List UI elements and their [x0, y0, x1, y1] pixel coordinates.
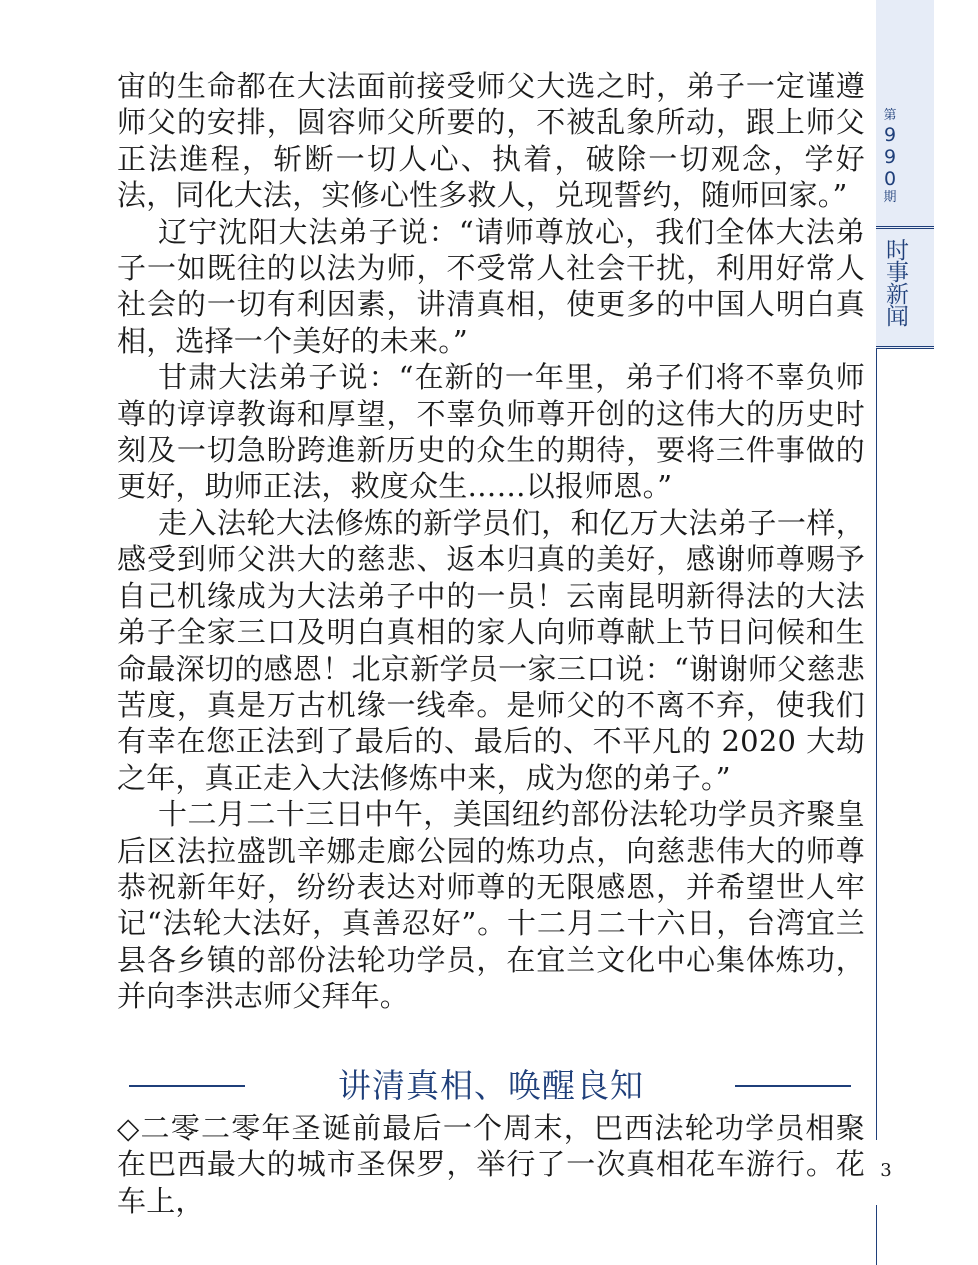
- sidebar-section-title: 时事新闻: [882, 238, 908, 326]
- sidebar-panel: [876, 0, 934, 349]
- paragraph: ◇二零二零年圣诞前最后一个周末，巴西法轮功学员相聚在巴西最大的城市圣保罗，举行了一次真相花车游行。花车上，: [117, 1111, 865, 1218]
- issue-prefix: 第: [883, 108, 897, 123]
- paragraph: 辽宁沈阳大法弟子说：“请师尊放心，我们全体大法弟子一如既往的以法为师，不受常人社会干扰，利用好常人社会的一切有利因素，讲清真相，使更多的中国人明白真相，选择一个美好的未来。”: [117, 214, 865, 358]
- heading-rule-right: [735, 1085, 851, 1087]
- paragraph: 宙的生命都在大法面前接受师父大选之时，弟子一定谨遵师父的安排，圆容师父所要的，不被乱象所动，跟上师父正法進程，斩断一切人心、执着，破除一切观念，学好法，同化大法，实修心性多救人，兑现誓约，随师回家。”: [117, 69, 865, 213]
- section-text: [117, 1110, 865, 1219]
- sidebar-rule-bottom: [876, 1205, 877, 1265]
- paragraph: 甘肃大法弟子说：“在新的一年里，弟子们将不辜负师尊的谆谆教诲和厚望，不辜负师尊开创的这伟大的历史时刻及一切急盼跨進新历史的众生的期待，要将三件事做的更好，助师正法，救度众生……以报师恩。”: [117, 360, 865, 504]
- issue-suffix: 期: [883, 190, 897, 205]
- paragraph: 十二月二十三日中午，美国纽约部份法轮功学员齐聚皇后区法拉盛凯辛娜走廊公园的炼功点，向慈悲伟大的师尊恭祝新年好，纷纷表达对师尊的无限感恩，并希望世人牢记“法轮大法好，真善忍好”。十二月二十六日，台湾宜兰县各乡镇的部份法轮功学员，在宜兰文化中心集体炼功，并向李洪志师父拜年。: [117, 797, 865, 1014]
- issue-number: 9 9 0: [883, 124, 897, 190]
- sidebar-divider: [876, 226, 934, 232]
- section-heading-text: 讲清真相、唤醒良知: [338, 1066, 644, 1105]
- issue-label: [876, 108, 904, 206]
- paragraph: 走入法轮大法修炼的新学员们，和亿万大法弟子一样，感受到师父洪大的慈悲、返本归真的美好，感谢师尊赐予自己机缘成为大法弟子中的一员！云南昆明新得法的大法弟子全家三口及明白真相的家人向师尊献上节日问候和生命最深切的感恩！北京新学员一家三口说：“谢谢师父慈悲苦度，真是万古机缘一线牵。是师父的不离不弃，使我们有幸在您正法到了最后的、最后的、不平凡的 2020 大劫之年，真正走入大法修炼中来，成为您的弟子。”: [117, 505, 865, 795]
- section-heading: [117, 1062, 865, 1110]
- page-number: 3: [880, 1160, 892, 1181]
- main-text: [117, 68, 865, 1015]
